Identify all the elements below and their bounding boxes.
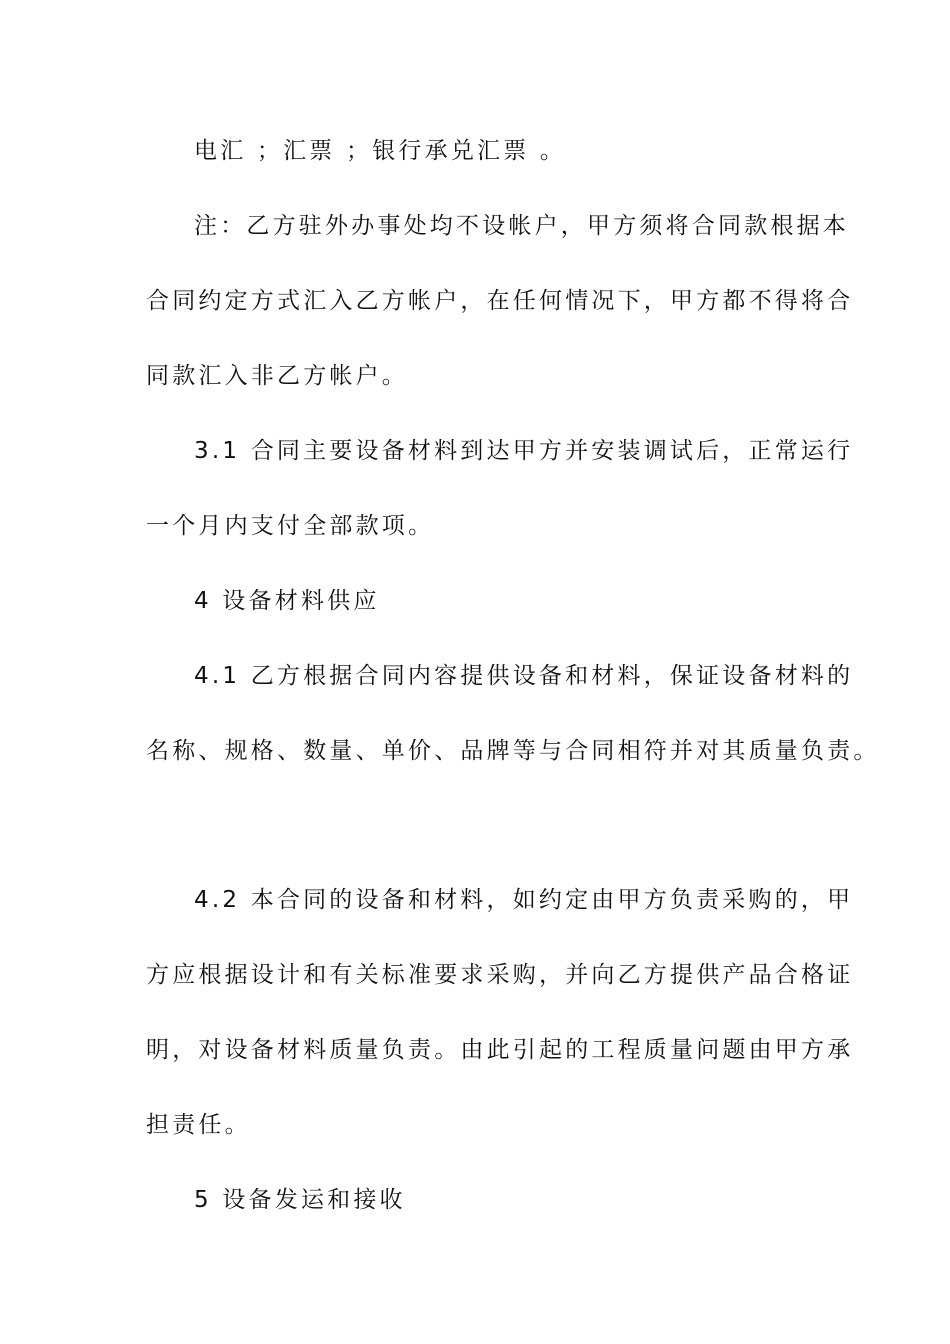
note-line-1: 注：乙方驻外办事处均不设帐户，甲方须将合同款根据本 bbox=[194, 213, 849, 239]
clause-4-2-line-2: 方应根据设计和有关标准要求采购，并向乙方提供产品合格证 bbox=[146, 962, 854, 988]
clause-4-1-line-1: 4.1 乙方根据合同内容提供设备和材料，保证设备材料的 bbox=[194, 663, 854, 689]
payment-methods-line: 电汇 ；汇票 ；银行承兑汇票 。 bbox=[194, 138, 567, 164]
note-line-2: 合同约定方式汇入乙方帐户，在任何情况下，甲方都不得将合 bbox=[146, 288, 854, 314]
clause-4-1-line-2: 名称、规格、数量、单价、品牌等与合同相符并对其质量负责。 bbox=[146, 738, 880, 764]
section-4-heading: 4 设备材料供应 bbox=[194, 588, 380, 614]
clause-4-2-line-1: 4.2 本合同的设备和材料，如约定由甲方负责采购的，甲 bbox=[194, 887, 854, 913]
clause-3-1-line-1: 3.1 合同主要设备材料到达甲方并安装调试后，正常运行 bbox=[194, 438, 854, 464]
clause-4-2-line-4: 担责任。 bbox=[146, 1112, 251, 1138]
note-line-3: 同款汇入非乙方帐户。 bbox=[146, 363, 408, 389]
section-5-heading: 5 设备发运和接收 bbox=[194, 1187, 406, 1213]
clause-3-1-line-2: 一个月内支付全部款项。 bbox=[146, 513, 435, 539]
clause-4-2-line-3: 明，对设备材料质量负责。由此引起的工程质量问题由甲方承 bbox=[146, 1037, 854, 1063]
